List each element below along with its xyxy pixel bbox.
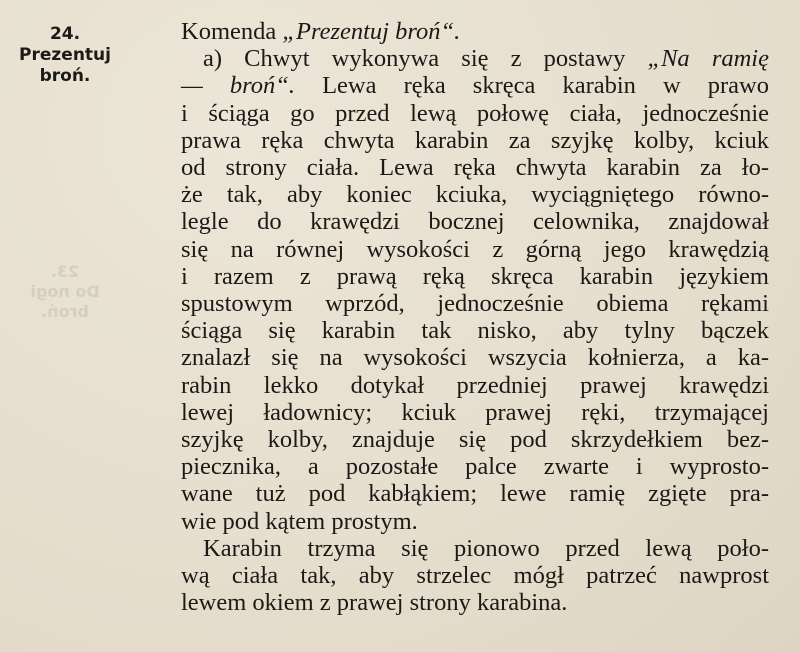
paragraph-a-line: się na równej wysokości z górną jego krawędzią [181,235,769,263]
bleed-number: 23. [50,262,80,281]
paragraph-a-line: — broń“. Lewa ręka skręca karabin w prawo [181,72,769,100]
command-name: „Prezentuj broń“. [282,18,461,45]
paragraph-a-line: prawa ręka chwyta karabin za szyjkę kolby, kciuk [181,126,769,154]
bleed-through-text [4,262,126,322]
paragraph-a-line: od strony ciała. Lewa ręka chwyta karabin za ło- [181,154,769,182]
paragraph-a-line: znalazł się na wysokości wszycia kołnierza, a ka- [181,344,769,372]
paragraph-a-line: lewej ładownicy; kciuk prawej ręki, trzymającej [181,398,769,426]
paragraph-a-line: i razem z prawą ręką skręca karabin językiem [181,262,769,290]
bleed-line1: Do nogi [30,282,100,301]
paragraph-a-line: a) Chwyt wykonywa się z postawy „Na ramię [203,45,769,73]
body-text [181,18,769,616]
paragraph-a-line: że tak, aby koniec kciuka, wyciągniętego równo- [181,181,769,209]
paragraph-b-line: Karabin trzyma się pionowo przed lewą poło- [203,534,769,562]
paragraph-a-line: wane tuż pod kabłąkiem; lewe ramię zgięte pra- [181,480,769,508]
paragraph-a-line: piecznika, a pozostałe palce zwarte i wyprosto- [181,453,769,481]
paragraph-b-last-line: lewem okiem z prawej strony karabina. [181,589,568,617]
section-number: 24. [49,24,81,44]
paragraph-a-line: legle do krawędzi bocznej celownika, znajdował [181,208,769,236]
paragraph-a-line: i ściąga go przed lewą połowę ciała, jednocześnie [181,99,769,127]
paragraph-a-line: spustowym wprzód, jednocześnie obiema rękami [181,290,769,318]
section-heading: Komenda „Prezentuj broń“. [181,18,461,45]
paragraph-a-last-line: wie pod kątem prostym. [181,507,418,535]
section-title-line2: broń. [39,66,91,86]
paragraph-b-line: wą ciała tak, aby strzelec mógł patrzeć nawprost [181,562,769,590]
bleed-line2: broń. [41,302,89,321]
section-title-line1: Prezentuj [19,45,111,65]
paragraph-a-line: rabin lekko dotykał przedniej prawej krawędzi [181,371,769,399]
paragraph-a-line: ściąga się karabin tak nisko, aby tylny bączek [181,317,769,345]
margin-note [4,24,126,87]
paragraph-a-line: szyjkę kolby, znajduje się pod skrzydełkiem bez- [181,426,769,454]
